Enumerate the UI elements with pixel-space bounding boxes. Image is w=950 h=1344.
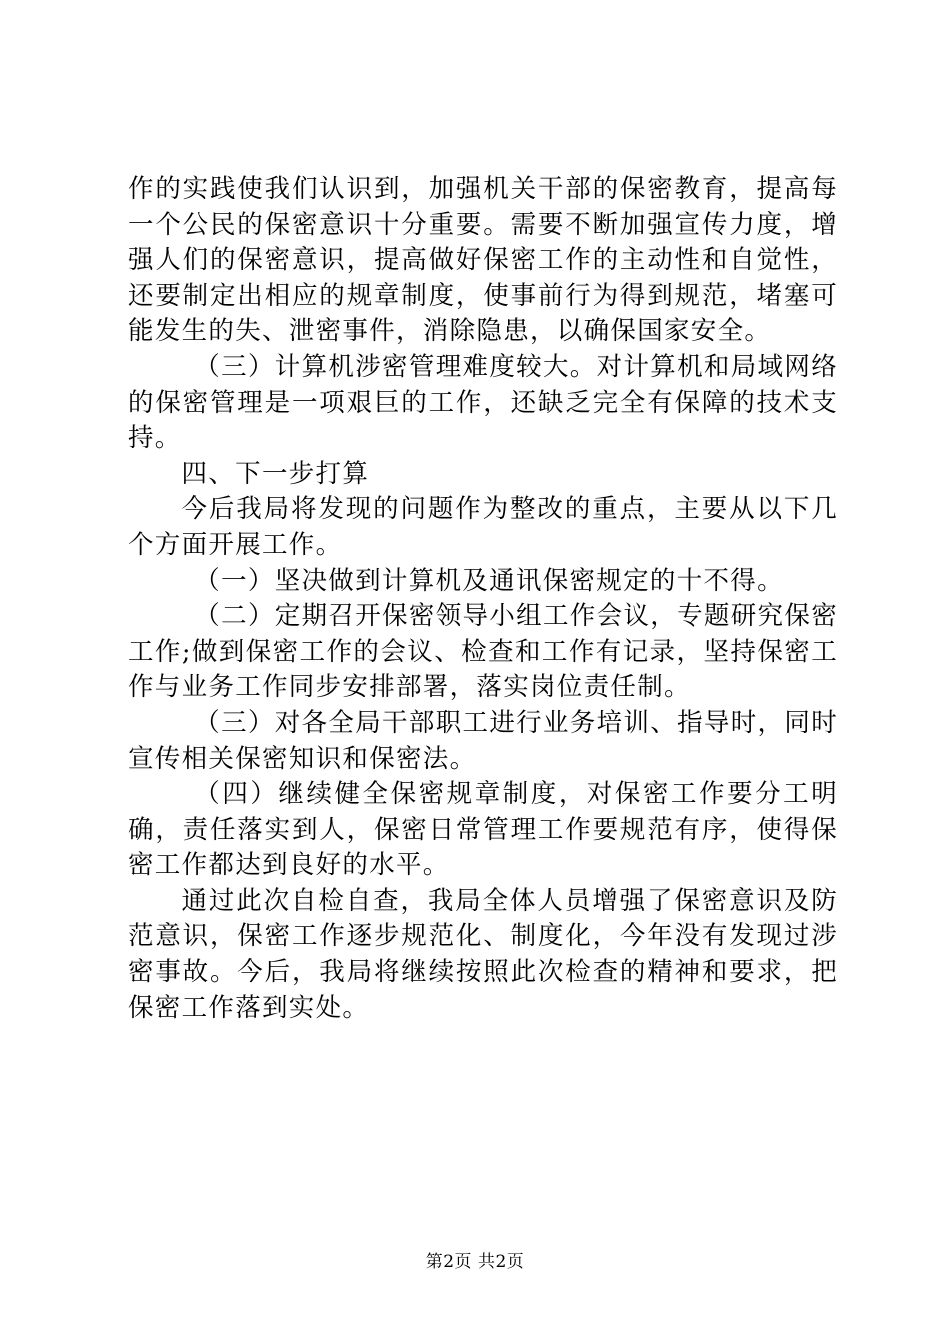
section-heading-next-steps: 四、下一步打算	[181, 458, 370, 489]
paragraph-conclusion: 通过此次自检自查，我局全体人员增强了保密意识及防范意识，保密工作逐步规范化、制度化，今年没有发现过涉密事故。今后，我局将继续按照此次检查的精神和要求，把保密工作落到实处。	[128, 885, 838, 1023]
paragraph-item-2: （二）定期召开保密领导小组工作会议，专题研究保密工作;做到保密工作的会议、检查和工作有记录，坚持保密工作与业务工作同步安排部署，落实岗位责任制。	[128, 601, 838, 703]
paragraph-next-steps-intro: 今后我局将发现的问题作为整改的重点，主要从以下几个方面开展工作。	[128, 494, 838, 560]
page-number-footer: 第2页 共2页	[425, 1252, 525, 1272]
document-body	[128, 172, 838, 1026]
paragraph-item-computer-security: （三）计算机涉密管理难度较大。对计算机和局域网络的保密管理是一项艰巨的工作，还缺乏完全有保障的技术支持。	[128, 351, 838, 454]
paragraph-item-3: （三）对各全局干部职工进行业务培训、指导时，同时宣传相关保密知识和保密法。	[128, 707, 838, 774]
paragraph-continuation: 作的实践使我们认识到，加强机关干部的保密教育，提高每一个公民的保密意识十分重要。需要不断加强宣传力度，增强人们的保密意识，提高做好保密工作的主动性和自觉性，还要制定出相应的规章制度，使事前行为得到规范，堵塞可能发生的失、泄密事件，消除隐患，以确保国家安全。	[128, 174, 838, 347]
paragraph-item-1: （一）坚决做到计算机及通讯保密规定的十不得。	[194, 565, 784, 596]
paragraph-item-4: （四）继续健全保密规章制度，对保密工作要分工明确，责任落实到人，保密日常管理工作要规范有序，使得保密工作都达到良好的水平。	[128, 779, 838, 881]
